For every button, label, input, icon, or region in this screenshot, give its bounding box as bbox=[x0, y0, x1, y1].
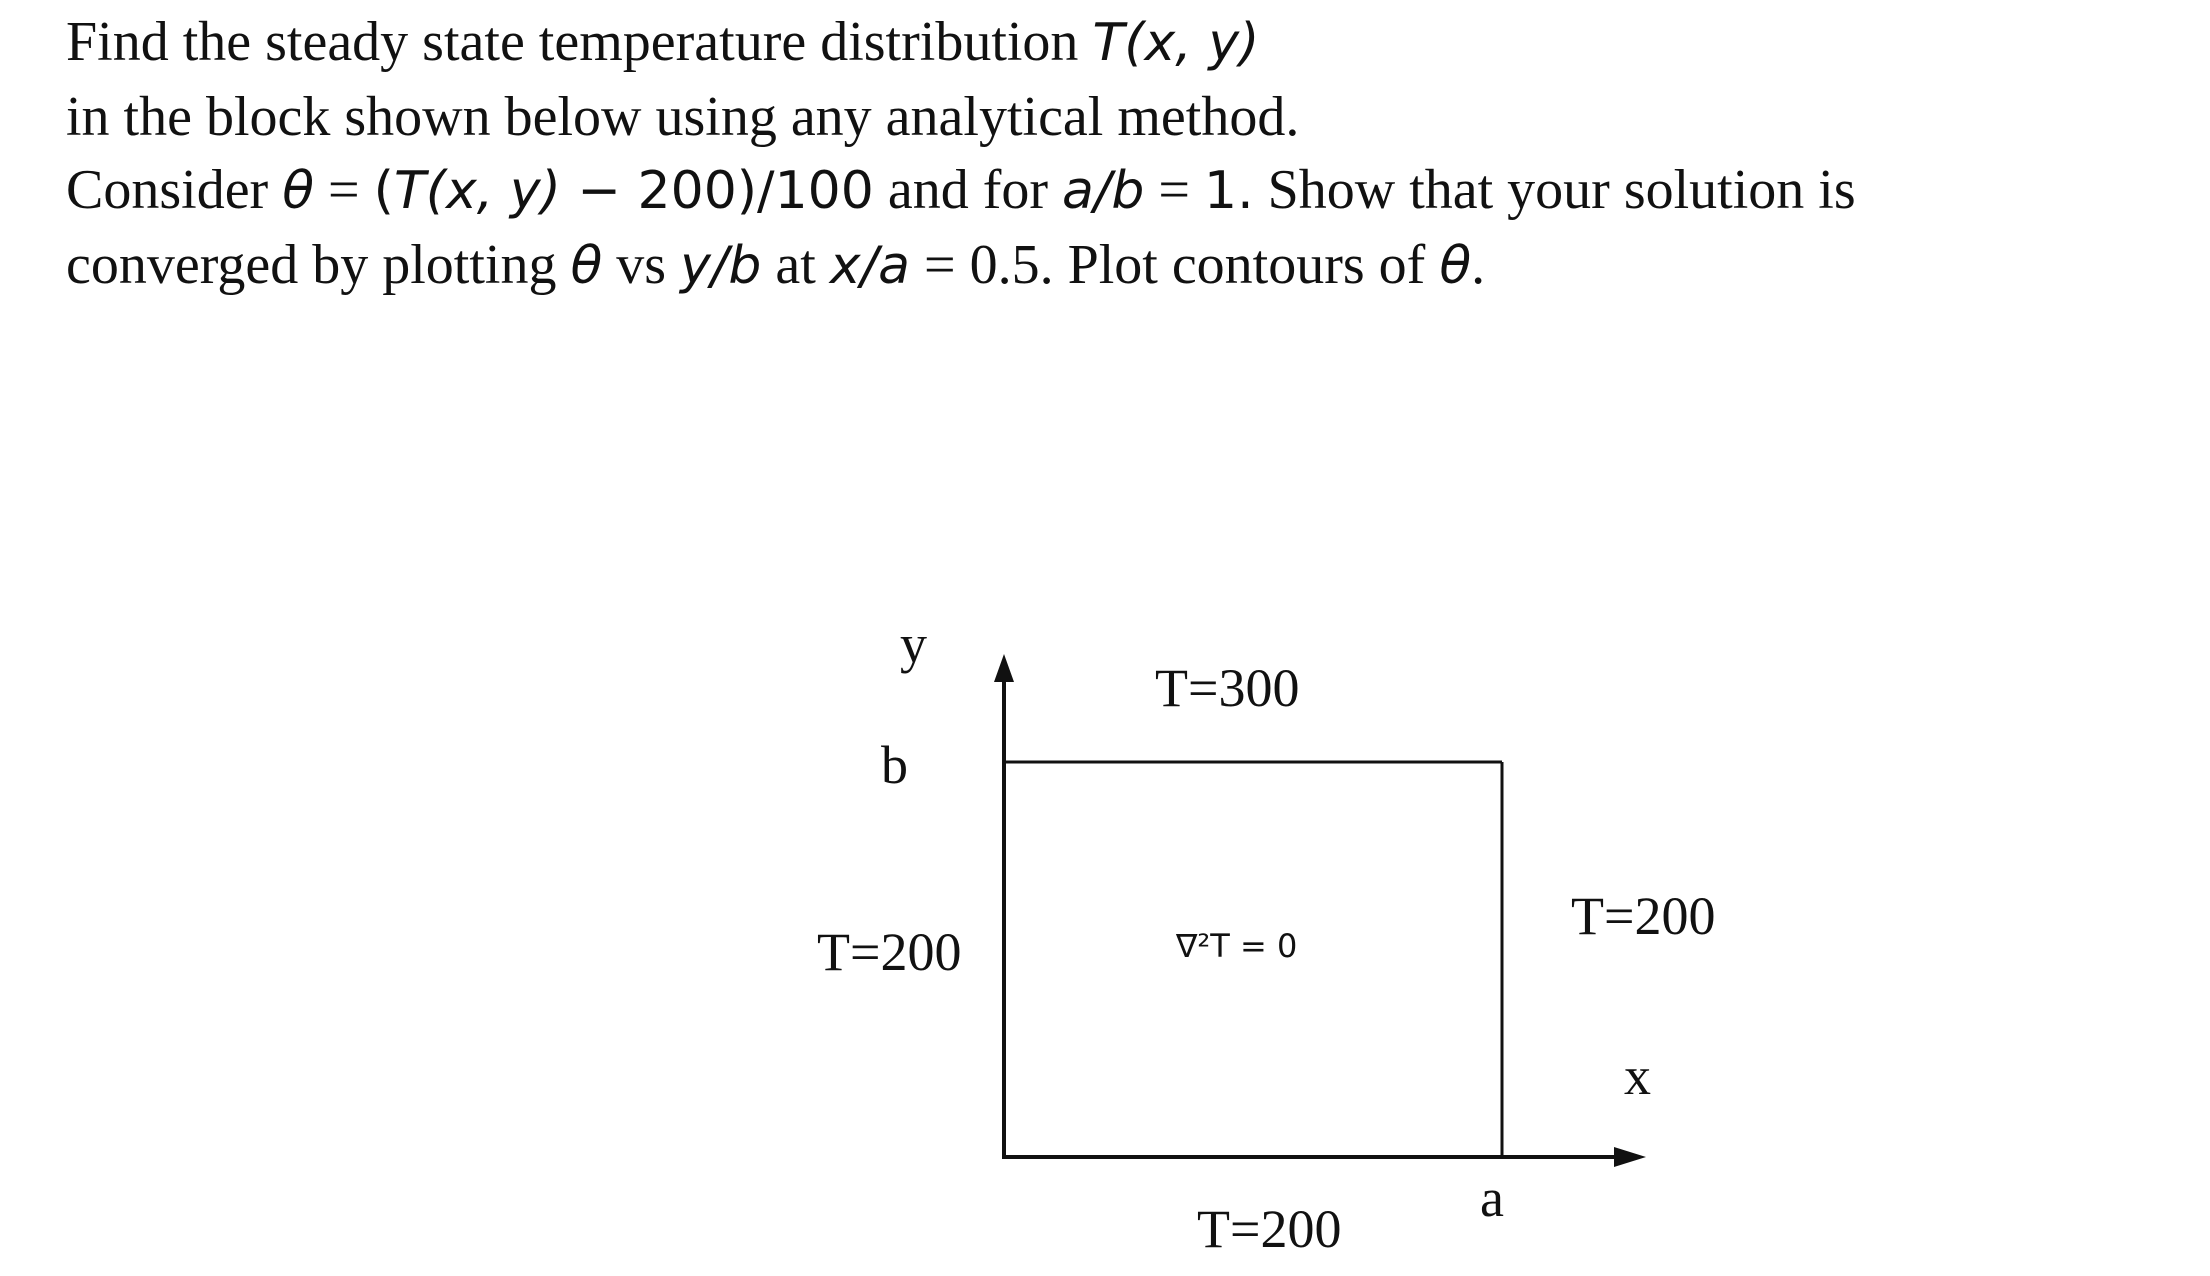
temperature-function-symbol: T bbox=[1092, 13, 1125, 73]
plot-contours-text: 0.5. Plot contours of bbox=[969, 234, 1440, 296]
y-axis-label: y bbox=[900, 614, 927, 674]
and-for-text: and for bbox=[873, 159, 1062, 221]
expr-open-paren: ( bbox=[373, 161, 394, 221]
x-axis-arrow-icon bbox=[1614, 1147, 1646, 1167]
y-axis-arrow-icon bbox=[994, 654, 1014, 682]
width-label: a bbox=[1480, 1168, 1504, 1228]
consider-text: Consider bbox=[66, 159, 283, 221]
ratio-value: 1. bbox=[1204, 161, 1254, 221]
vs-text: vs bbox=[602, 234, 681, 296]
aspect-ratio: a/b bbox=[1062, 161, 1145, 221]
equals-sign: = bbox=[314, 159, 374, 221]
at-text: at bbox=[761, 234, 830, 296]
y-over-b: y/b bbox=[680, 236, 762, 296]
expr-T: T bbox=[393, 161, 426, 221]
x-axis-label: x bbox=[1624, 1046, 1651, 1106]
theta-symbol-2: θ bbox=[570, 236, 603, 296]
right-boundary-condition: T=200 bbox=[1571, 886, 1716, 946]
laplace-equation: ∇²T = 0 bbox=[1176, 927, 1298, 965]
equals-sign-3: = bbox=[909, 234, 970, 296]
equals-sign-2: = bbox=[1144, 159, 1204, 221]
converged-text: converged by plotting bbox=[66, 234, 571, 296]
problem-line-2: in the block shown below using any analytical method. bbox=[66, 86, 1300, 148]
show-text: Show that your solution is bbox=[1253, 159, 1856, 221]
problem-line-1-text: Find the steady state temperature distribution bbox=[66, 11, 1093, 73]
theta-symbol: θ bbox=[282, 161, 315, 221]
theta-symbol-3: θ bbox=[1439, 236, 1472, 296]
top-boundary-condition: T=300 bbox=[1155, 658, 1300, 718]
period: . bbox=[1471, 234, 1486, 296]
expr-xy: (x, y) bbox=[425, 161, 561, 221]
expr-rest: − 200)/100 bbox=[560, 161, 874, 221]
height-label: b bbox=[881, 735, 908, 795]
x-over-a: x/a bbox=[829, 236, 910, 296]
temperature-function-args: (x, y) bbox=[1124, 13, 1260, 73]
left-boundary-condition: T=200 bbox=[817, 922, 962, 982]
bottom-boundary-condition: T=200 bbox=[1197, 1199, 1342, 1259]
